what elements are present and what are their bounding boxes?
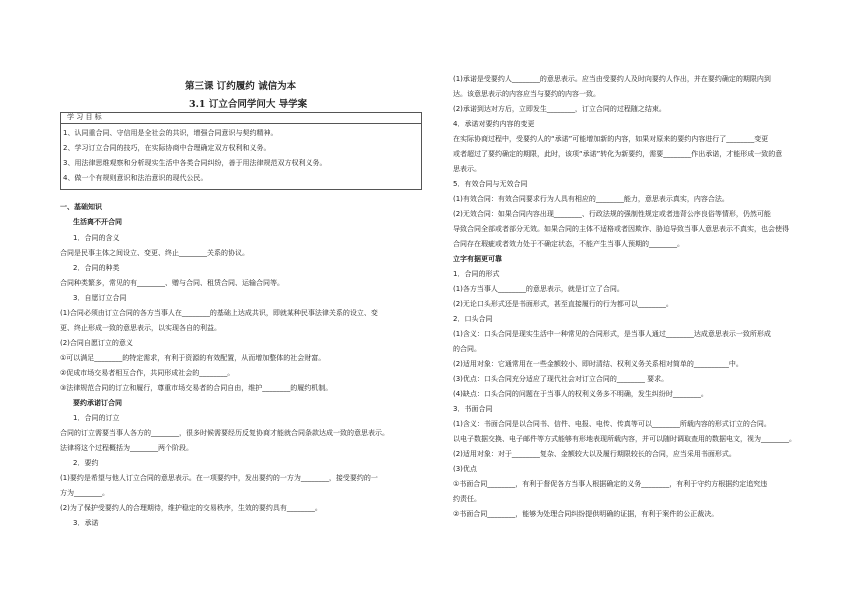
text-line: 约责任。	[453, 495, 481, 503]
text-line: (2)适用对象：它通常用在一些金额较小、即时清结、权利义务关系相对简单的__________中。	[453, 360, 743, 368]
text-line: ①可以满足________的特定需求，有利于资源的有效配置，从而增加整体的社会财富。	[60, 354, 326, 362]
text-line: 3．承诺	[73, 519, 99, 527]
learning-goals-heading: 学 习 目 标	[67, 113, 102, 121]
text-line: 方为________。	[60, 489, 109, 497]
text-line: 合同是民事主体之间设立、变更、终止________关系的协议。	[60, 249, 249, 257]
text-line: 5．有效合同与无效合同	[453, 180, 528, 188]
text-line: (2)适用对象：对于________复杂、金额较大以及履行期限较长的合同，应当采用书面形式。	[453, 450, 736, 458]
text-line: 4．承诺对要约内容的变更	[453, 120, 535, 128]
text-line: 3．书面合同	[453, 405, 493, 413]
text-line: ②促成市场交易者相互合作，共同形成社会的________。	[60, 369, 235, 377]
text-line: (3)优点	[453, 465, 477, 473]
text-line: 法律将这个过程概括为________两个阶段。	[60, 444, 193, 452]
text-line: 2．合同的种类	[73, 264, 120, 272]
text-line: (1)含义：书面合同是以合同书、信件、电报、电传、传真等可以________所载内容的形式订立的合同。	[453, 420, 771, 428]
text-line: (2)合同自愿订立的意义	[60, 339, 133, 347]
text-line: 以电子数据交换、电子邮件等方式能够有形地表现所载内容，并可以随时调取查用的数据电文，视为________。	[453, 435, 796, 443]
text-line: 合同存在瑕疵或者效力处于不确定状态，不能产生当事人预期的________。	[453, 240, 684, 248]
text-line: (1)合同必须由订立合同的各方当事人在________的基础上达成共识，即就某种民事法律关系的设立、变	[60, 309, 378, 317]
subsection-heading: 立字有据更可靠	[453, 255, 502, 263]
text-line: 1．合同的形式	[453, 270, 500, 278]
text-line: (3)优点：口头合同充分适应了现代社会对订立合同的________ 要求。	[453, 375, 669, 383]
text-line: 导致合同全部或者部分无效。如果合同的主体不适格或者因欺诈、胁迫导致当事人意思表示不真实，也会使得	[453, 225, 789, 233]
text-line: 的合同。	[453, 345, 481, 353]
text-line: 合同的订立需要当事人各方的________，很多时候需要经历反复协商才能就合同条款达成一致的意思表示。	[60, 429, 389, 437]
text-line: (2)承诺到达对方后，立即发生________，订立合同的过程随之结束。	[453, 105, 666, 113]
learning-goals-header	[61, 113, 421, 124]
text-line: 更、终止形成一致的意思表示，以实现各自的利益。	[60, 324, 221, 332]
text-line: 1．合同的含义	[73, 234, 120, 242]
learning-goals-box	[60, 112, 422, 190]
text-line: 达。该意思表示的内容应当与要约的内容一致。	[453, 90, 600, 98]
text-line: 3．自愿订立合同	[73, 294, 127, 302]
text-line: 在实际协商过程中，受要约人的“承诺”可能增加新的内容，如果对原来的要约内容进行了________变更	[453, 135, 769, 143]
text-line: 2．要约	[73, 459, 99, 467]
text-line: (1)有效合同：有效合同要求行为人具有相应的________能力，意思表示真实，内容合法。	[453, 195, 729, 203]
goal-item: 1、认同重合同、守信用是全社会的共识，增强合同意识与契约精神。	[63, 129, 278, 137]
goal-item: 4、做一个有规则意识和法治意识的现代公民。	[63, 174, 208, 182]
text-line: (1)要约是希望与他人订立合同的意思表示。在一项要约中，发出要约的一方为________，接受要约的一	[60, 474, 378, 482]
section-heading: 一、基础知识	[60, 203, 102, 211]
text-line: (1)承诺是受要约人________的意思表示。应当由受要约人及时向要约人作出，并在要约确定的期限内到	[453, 75, 771, 83]
text-line: 1．合同的订立	[73, 414, 120, 422]
text-line: 合同种类繁多，常见的有________、赠与合同、租赁合同、运输合同等。	[60, 279, 284, 287]
text-line: 思表示。	[453, 165, 481, 173]
text-line: (2)无论口头形式还是书面形式，甚至直接履行的行为都可以________。	[453, 300, 673, 308]
subsection-heading: 要约承诺订合同	[73, 399, 122, 407]
goal-item: 2、学习订立合同的技巧，在实际协商中合理确定双方权利和义务。	[63, 144, 271, 152]
lesson-subtitle: 3.1 订立合同学问大 导学案	[189, 99, 308, 110]
text-line: (1)含义：口头合同是现实生活中一种常见的合同形式，是当事人通过________达成意思表示一致所形成	[453, 330, 771, 338]
text-line: (1)各方当事人________的意思表示，就是订立了合同。	[453, 285, 624, 293]
text-line: ②书面合同________，能够为处理合同纠纷提供明确的证据，有利于案件的公正裁决。	[453, 510, 719, 518]
text-line: (4)缺点：口头合同的问题在于当事人的权利义务多不明确，发生纠纷时________。	[453, 390, 708, 398]
text-line: 2．口头合同	[453, 315, 493, 323]
text-line: 或者超过了要约确定的期限，此时，该项“承诺”转化为新要约，需要________作出承诺，才能形成一致的意	[453, 150, 783, 158]
text-line: (2)无效合同：如果合同内容出现________、行政法规的强制性规定或者违背公序良俗等情形，仍然可能	[453, 210, 771, 218]
lesson-title: 第三课 订约履约 诚信为本	[185, 81, 297, 92]
text-line: (2)为了保护受要约人的合理期待，维护稳定的交易秩序，生效的要约具有________。	[60, 504, 322, 512]
goal-item: 3、用法律思维观察和分析现实生活中各类合同纠纷，善于用法律规范双方权利义务。	[63, 159, 327, 167]
text-line: ③法律规范合同的订立和履行，尊重市场交易者的合同自由，维护________的履约机制。	[60, 384, 333, 392]
text-line: ①书面合同________，有利于督促各方当事人根据确定的义务________，有利于守约方根据约定追究违	[453, 480, 768, 488]
subsection-heading: 生活离不开合同	[73, 218, 122, 226]
